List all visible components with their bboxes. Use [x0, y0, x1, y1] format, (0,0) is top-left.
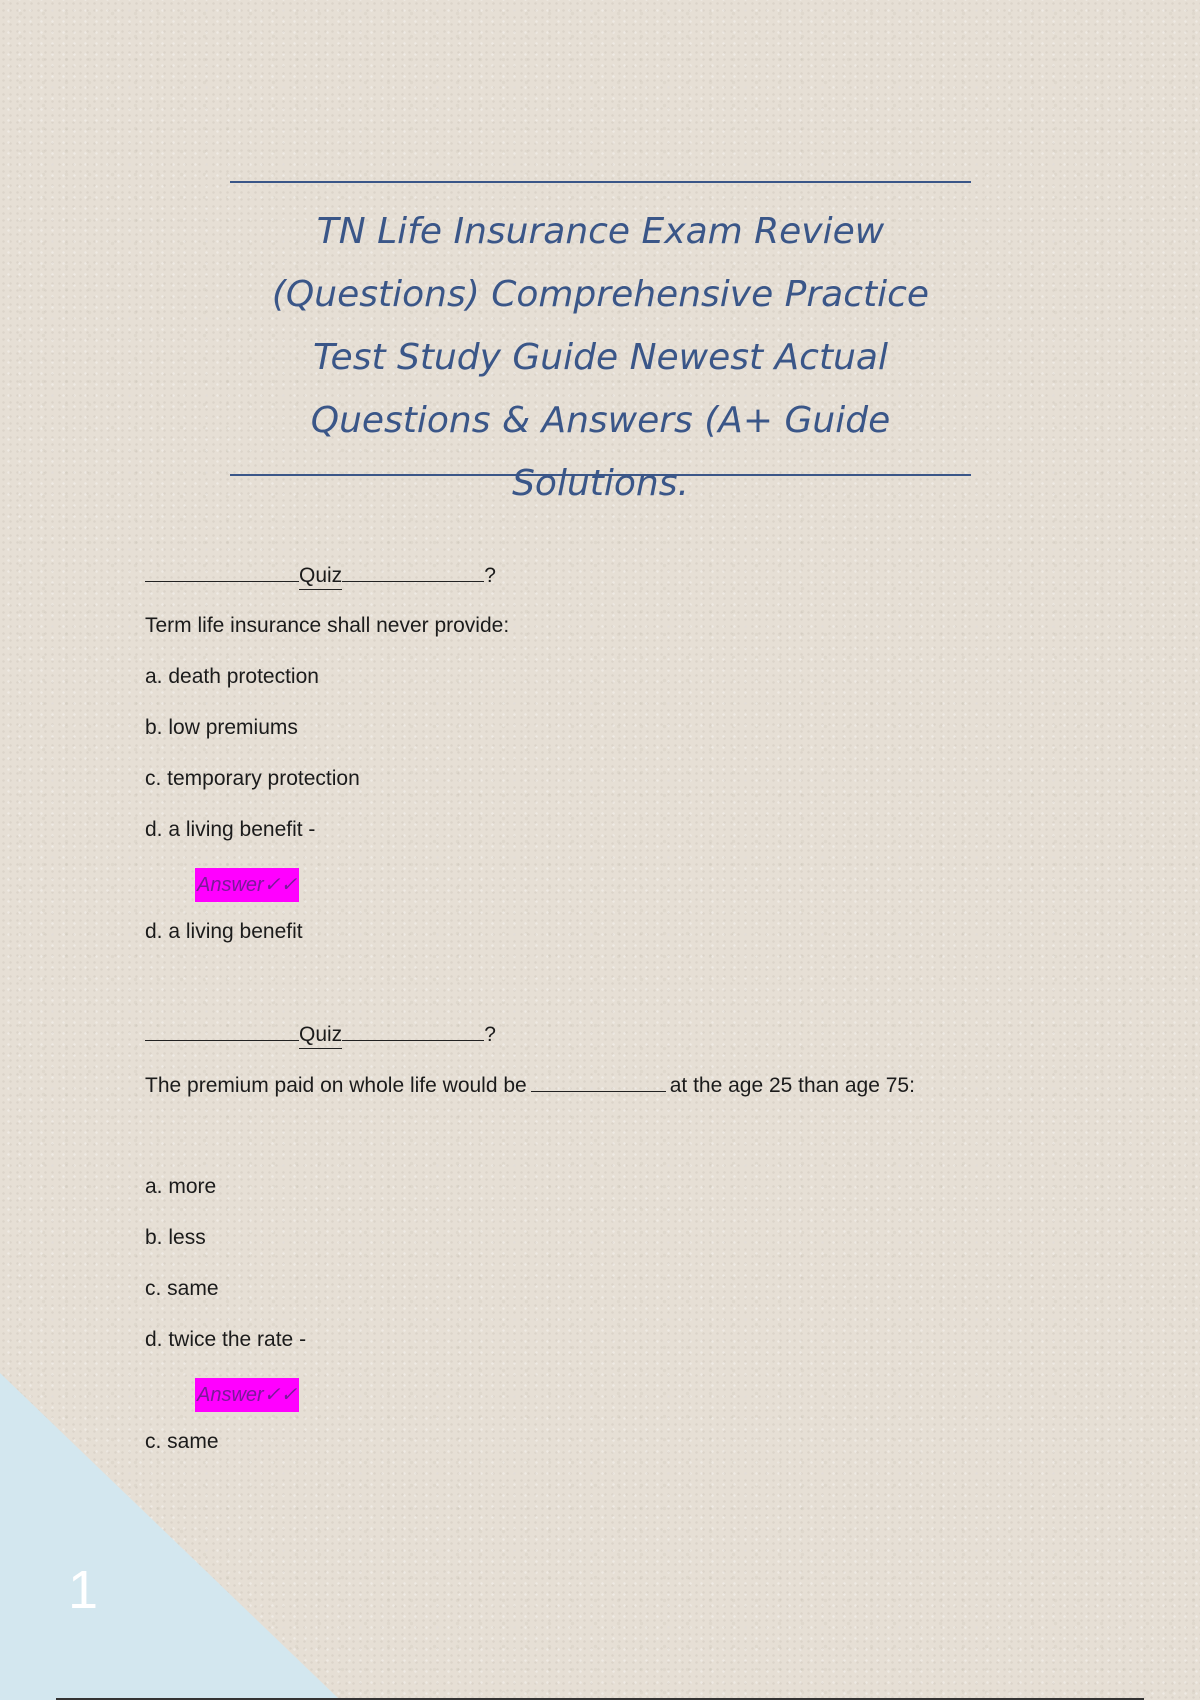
option-b: b. less — [145, 1226, 206, 1249]
quiz-header-label: Quiz — [299, 1022, 342, 1049]
page-number: 1 — [68, 1560, 99, 1620]
quiz-header-end: ? — [484, 564, 496, 587]
option-c: c. same — [145, 1277, 219, 1300]
option-d: d. twice the rate - — [145, 1328, 307, 1351]
quiz-header — [145, 562, 1045, 588]
option-d: d. a living benefit - — [145, 818, 316, 841]
title-bottom-rule — [230, 474, 971, 476]
option-a: a. death protection — [145, 665, 319, 688]
answer-highlight-badge: Answer✓✓ — [195, 868, 299, 902]
document-title: TN Life Insurance Exam Review (Questions) Comprehensive Practice Test Study Guide Newest Actual Questions & Answers (A+ Guide Solutions. — [271, 211, 930, 504]
answer-highlight-badge: Answer✓✓ — [195, 1378, 299, 1412]
fill-in-blank — [531, 1072, 666, 1092]
quiz-content — [145, 562, 1045, 1480]
quiz-header-end: ? — [484, 1023, 496, 1046]
title-top-rule — [230, 181, 971, 183]
answer-row — [195, 868, 1045, 902]
quiz-header-blank — [342, 1021, 484, 1041]
prompt-spacer — [145, 1123, 1045, 1174]
question-prompt: Term life insurance shall never provide: — [145, 614, 510, 637]
question-spacer — [145, 970, 1045, 1021]
quiz-header-blank — [145, 562, 299, 582]
option-a: a. more — [145, 1175, 217, 1198]
question-prompt — [145, 1072, 1045, 1098]
option-c: c. temporary protection — [145, 767, 360, 790]
quiz-header-label: Quiz — [299, 563, 342, 590]
answer-text: c. same — [145, 1430, 219, 1453]
quiz-header — [145, 1021, 1045, 1047]
question-prompt-start: The premium paid on whole life would be — [145, 1074, 527, 1097]
answer-row — [195, 1378, 1045, 1412]
option-b: b. low premiums — [145, 716, 298, 739]
quiz-header-blank — [342, 562, 484, 582]
quiz-header-blank — [145, 1021, 299, 1041]
answer-text: d. a living benefit — [145, 920, 303, 943]
question-prompt-end: at the age 25 than age 75: — [669, 1074, 915, 1097]
